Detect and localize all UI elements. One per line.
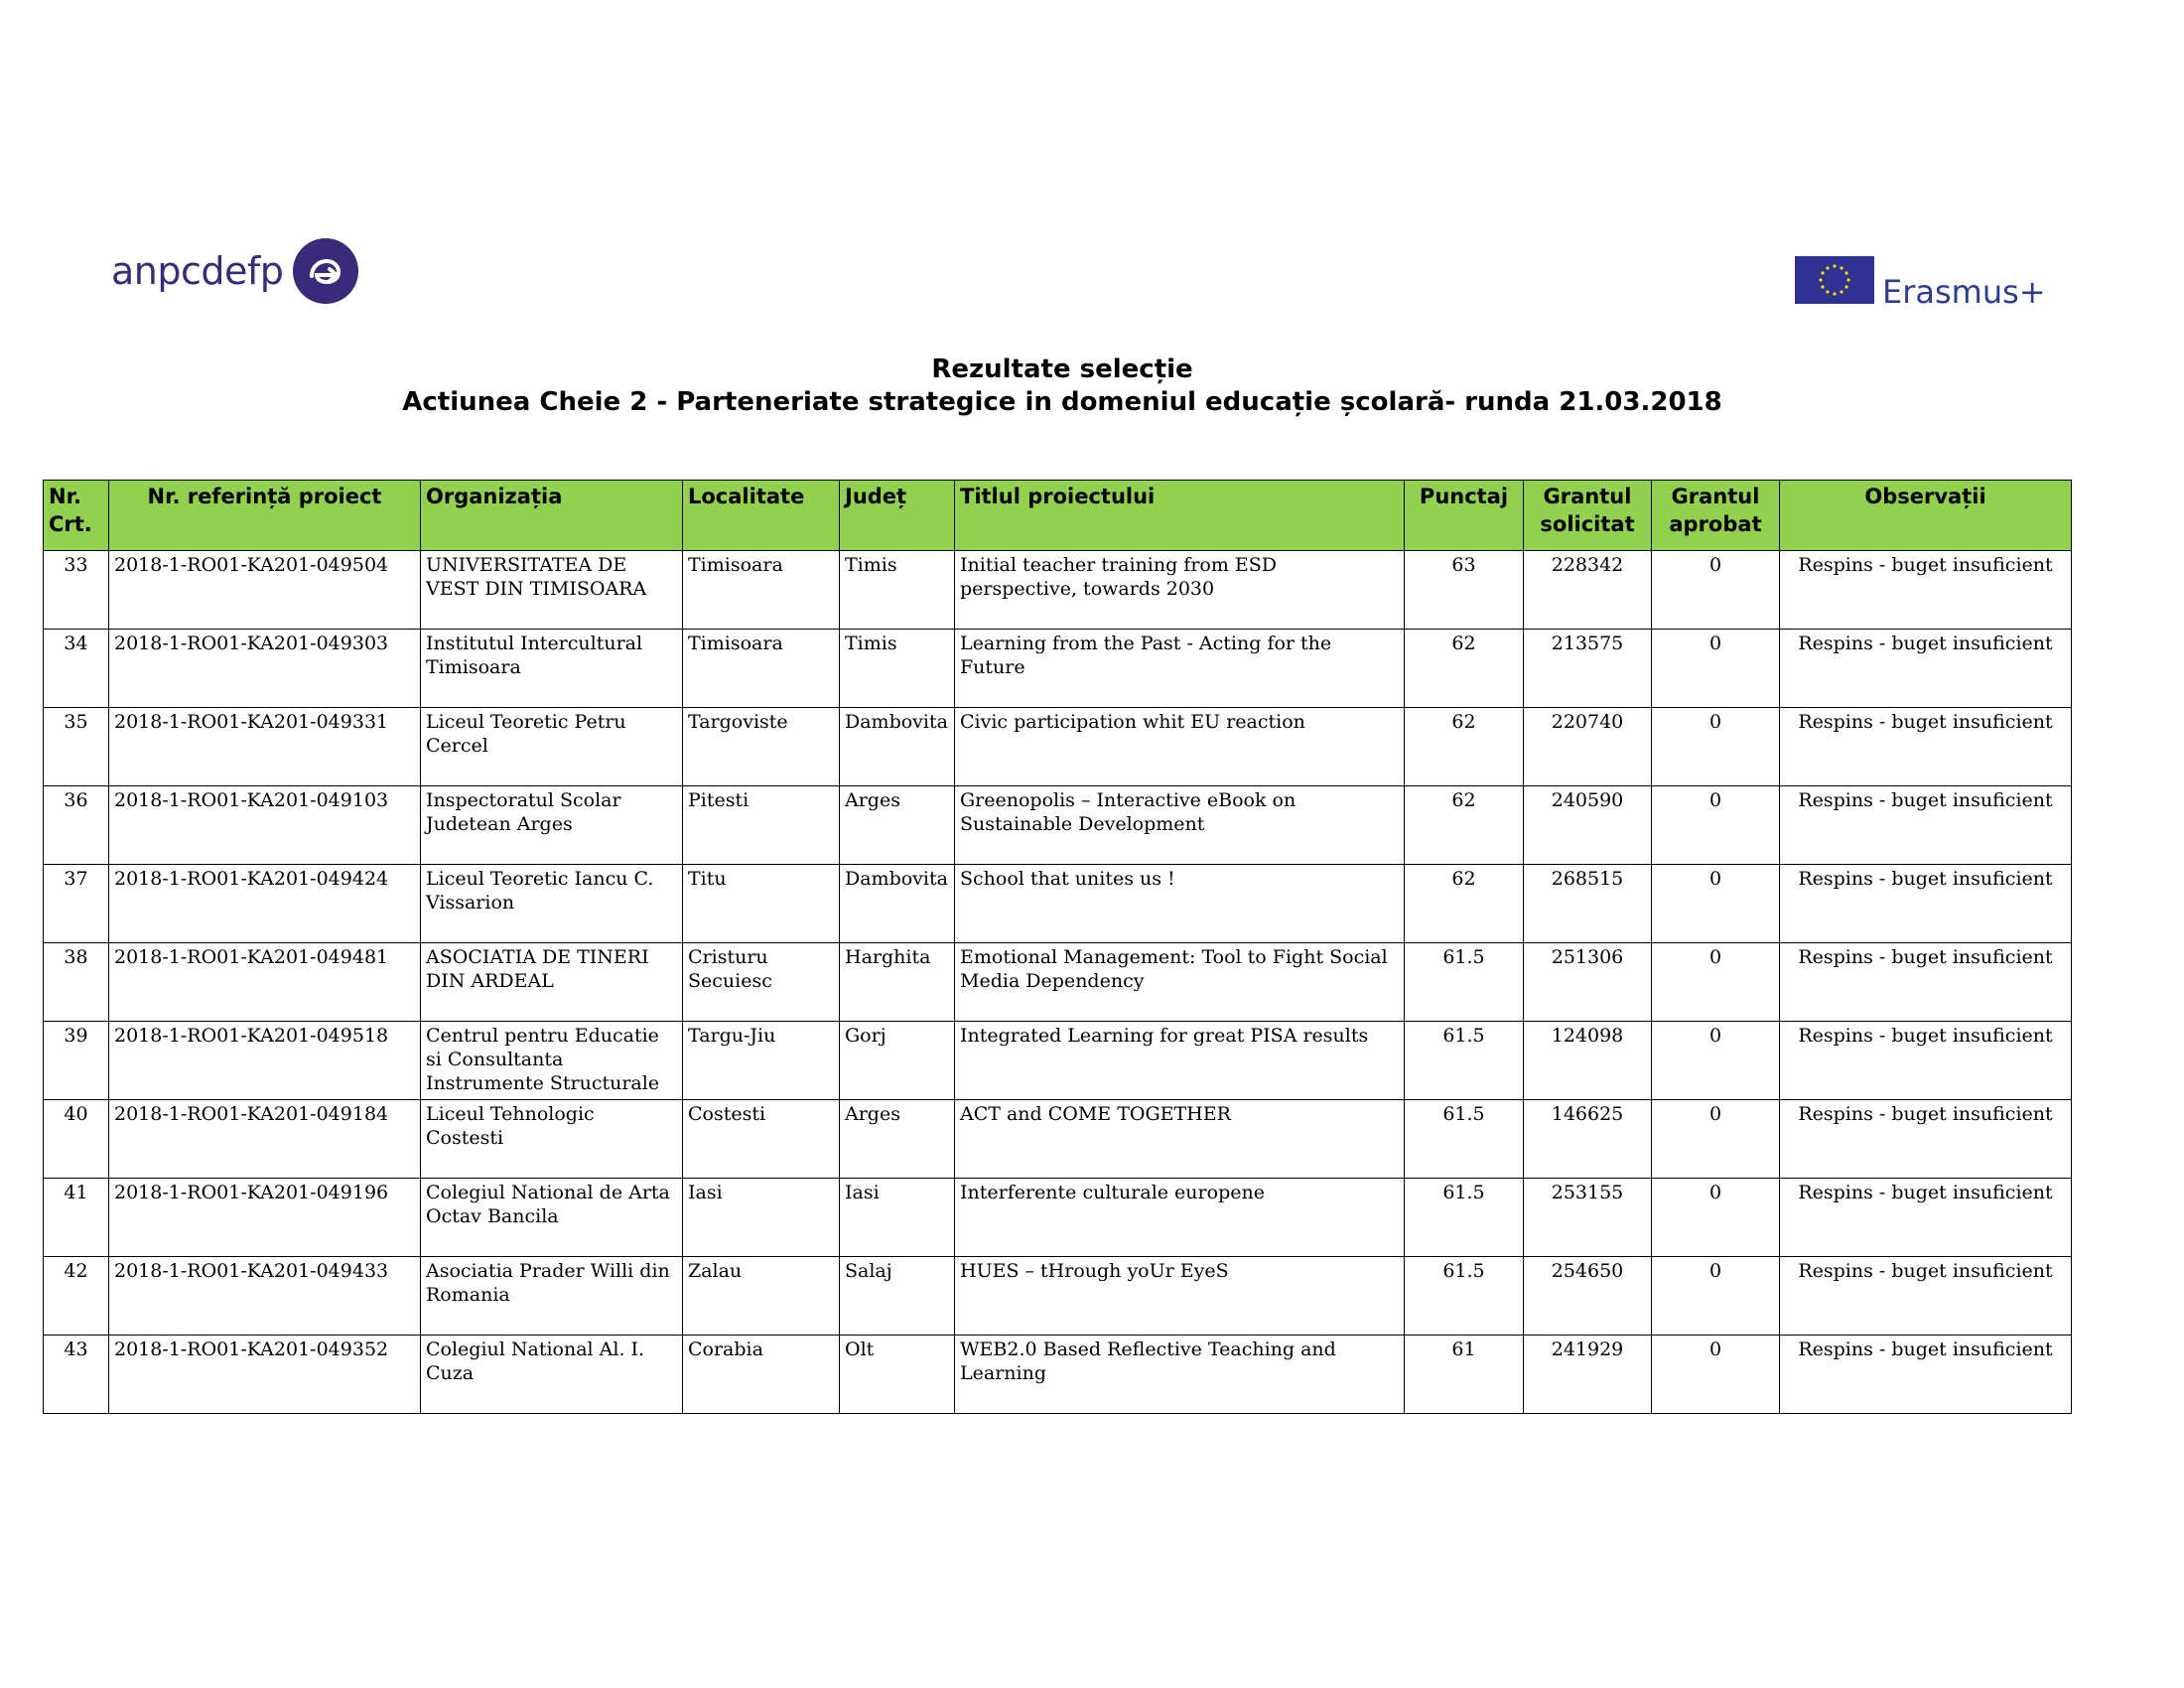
cell-ref: 2018-1-RO01-KA201-049303	[109, 630, 421, 708]
header-titlu: Titlul proiectului	[955, 481, 1405, 551]
cell-jud: Iasi	[840, 1179, 955, 1257]
cell-titlu: Initial teacher training from ESD perspective, towards 2030	[955, 551, 1405, 630]
header-jud: Județ	[840, 481, 955, 551]
header-solicitat: Grantul solicitat	[1524, 481, 1652, 551]
cell-punctaj: 62	[1405, 865, 1524, 943]
header-ref: Nr. referință proiect	[109, 481, 421, 551]
cell-ref: 2018-1-RO01-KA201-049504	[109, 551, 421, 630]
cell-aprobat: 0	[1652, 1336, 1780, 1414]
cell-punctaj: 63	[1405, 551, 1524, 630]
cell-solicitat: 220740	[1524, 708, 1652, 786]
cell-solicitat: 240590	[1524, 786, 1652, 865]
cell-solicitat: 124098	[1524, 1022, 1652, 1100]
cell-jud: Timis	[840, 551, 955, 630]
cell-punctaj: 61.5	[1405, 1179, 1524, 1257]
cell-loc: Pitesti	[683, 786, 840, 865]
cell-solicitat: 253155	[1524, 1179, 1652, 1257]
cell-aprobat: 0	[1652, 865, 1780, 943]
cell-punctaj: 62	[1405, 708, 1524, 786]
cell-aprobat: 0	[1652, 1022, 1780, 1100]
cell-solicitat: 213575	[1524, 630, 1652, 708]
header-obs: Observații	[1780, 481, 2072, 551]
table-row	[44, 1179, 2072, 1257]
cell-titlu: Learning from the Past - Acting for the Future	[955, 630, 1405, 708]
cell-jud: Olt	[840, 1336, 955, 1414]
cell-org: Liceul Teoretic Iancu C. Vissarion	[421, 865, 683, 943]
cell-ref: 2018-1-RO01-KA201-049518	[109, 1022, 421, 1100]
cell-titlu: ACT and COME TOGETHER	[955, 1100, 1405, 1179]
cell-punctaj: 61.5	[1405, 1022, 1524, 1100]
cell-solicitat: 251306	[1524, 943, 1652, 1022]
cell-org: Asociatia Prader Willi din Romania	[421, 1257, 683, 1336]
cell-org: Centrul pentru Educatie si Consultanta Instrumente Structurale	[421, 1022, 683, 1100]
cell-org: Colegiul National Al. I. Cuza	[421, 1336, 683, 1414]
cell-nr: 43	[44, 1336, 109, 1414]
cell-loc: Titu	[683, 865, 840, 943]
cell-titlu: Integrated Learning for great PISA results	[955, 1022, 1405, 1100]
cell-punctaj: 62	[1405, 786, 1524, 865]
cell-ref: 2018-1-RO01-KA201-049331	[109, 708, 421, 786]
cell-punctaj: 61.5	[1405, 943, 1524, 1022]
results-table	[43, 480, 2072, 1414]
table-row	[44, 1022, 2072, 1100]
cell-jud: Harghita	[840, 943, 955, 1022]
cell-obs: Respins - buget insuficient	[1780, 1257, 2072, 1336]
cell-nr: 35	[44, 708, 109, 786]
cell-ref: 2018-1-RO01-KA201-049424	[109, 865, 421, 943]
cell-titlu: Civic participation whit EU reaction	[955, 708, 1405, 786]
cell-ref: 2018-1-RO01-KA201-049184	[109, 1100, 421, 1179]
anpcdefp-logo	[111, 238, 358, 304]
cell-obs: Respins - buget insuficient	[1780, 1100, 2072, 1179]
cell-jud: Dambovita	[840, 865, 955, 943]
cell-jud: Arges	[840, 1100, 955, 1179]
cell-jud: Dambovita	[840, 708, 955, 786]
cell-nr: 41	[44, 1179, 109, 1257]
cell-solicitat: 241929	[1524, 1336, 1652, 1414]
cell-nr: 36	[44, 786, 109, 865]
cell-loc: Timisoara	[683, 551, 840, 630]
cell-punctaj: 61.5	[1405, 1257, 1524, 1336]
cell-loc: Cristuru Secuiesc	[683, 943, 840, 1022]
eu-flag-icon	[1795, 256, 1874, 304]
cell-jud: Gorj	[840, 1022, 955, 1100]
cell-nr: 34	[44, 630, 109, 708]
cell-org: Colegiul National de Arta Octav Bancila	[421, 1179, 683, 1257]
cell-solicitat: 228342	[1524, 551, 1652, 630]
cell-loc: Timisoara	[683, 630, 840, 708]
cell-aprobat: 0	[1652, 708, 1780, 786]
cell-jud: Salaj	[840, 1257, 955, 1336]
cell-loc: Targu-Jiu	[683, 1022, 840, 1100]
table-row	[44, 786, 2072, 865]
cell-punctaj: 61.5	[1405, 1100, 1524, 1179]
cell-org: UNIVERSITATEA DE VEST DIN TIMISOARA	[421, 551, 683, 630]
cell-nr: 37	[44, 865, 109, 943]
table-row	[44, 551, 2072, 630]
erasmus-logo-text: Erasmus+	[1882, 273, 2046, 311]
header-loc: Localitate	[683, 481, 840, 551]
cell-loc: Zalau	[683, 1257, 840, 1336]
cell-punctaj: 61	[1405, 1336, 1524, 1414]
cell-jud: Arges	[840, 786, 955, 865]
table-row	[44, 943, 2072, 1022]
cell-ref: 2018-1-RO01-KA201-049481	[109, 943, 421, 1022]
table-row	[44, 1257, 2072, 1336]
cell-loc: Targoviste	[683, 708, 840, 786]
cell-nr: 38	[44, 943, 109, 1022]
cell-nr: 39	[44, 1022, 109, 1100]
cell-loc: Iasi	[683, 1179, 840, 1257]
anpcdefp-logo-icon	[293, 238, 358, 304]
cell-ref: 2018-1-RO01-KA201-049103	[109, 786, 421, 865]
cell-aprobat: 0	[1652, 1257, 1780, 1336]
anpcdefp-logo-text: anpcdefp	[111, 249, 284, 293]
cell-org: Liceul Tehnologic Costesti	[421, 1100, 683, 1179]
cell-obs: Respins - buget insuficient	[1780, 865, 2072, 943]
erasmus-logo	[1795, 256, 2046, 311]
cell-loc: Corabia	[683, 1336, 840, 1414]
table-row	[44, 865, 2072, 943]
cell-org: Inspectoratul Scolar Judetean Arges	[421, 786, 683, 865]
cell-org: Liceul Teoretic Petru Cercel	[421, 708, 683, 786]
cell-aprobat: 0	[1652, 1100, 1780, 1179]
header-punctaj: Punctaj	[1405, 481, 1524, 551]
cell-nr: 42	[44, 1257, 109, 1336]
cell-obs: Respins - buget insuficient	[1780, 708, 2072, 786]
cell-obs: Respins - buget insuficient	[1780, 1022, 2072, 1100]
cell-loc: Costesti	[683, 1100, 840, 1179]
cell-aprobat: 0	[1652, 786, 1780, 865]
header-nr: Nr. Crt.	[44, 481, 109, 551]
cell-titlu: Greenopolis – Interactive eBook on Sustainable Development	[955, 786, 1405, 865]
cell-titlu: Emotional Management: Tool to Fight Social Media Dependency	[955, 943, 1405, 1022]
cell-aprobat: 0	[1652, 943, 1780, 1022]
cell-obs: Respins - buget insuficient	[1780, 1179, 2072, 1257]
cell-aprobat: 0	[1652, 1179, 1780, 1257]
cell-org: Institutul Intercultural Timisoara	[421, 630, 683, 708]
cell-solicitat: 146625	[1524, 1100, 1652, 1179]
header-aprobat: Grantul aprobat	[1652, 481, 1780, 551]
cell-org: ASOCIATIA DE TINERI DIN ARDEAL	[421, 943, 683, 1022]
cell-nr: 33	[44, 551, 109, 630]
cell-obs: Respins - buget insuficient	[1780, 630, 2072, 708]
page-title: Rezultate selecție	[931, 354, 1193, 384]
cell-solicitat: 268515	[1524, 865, 1652, 943]
table-row	[44, 1100, 2072, 1179]
page-subtitle: Actiunea Cheie 2 - Parteneriate strategice in domeniul educație școlară- runda 21.03.2018	[402, 387, 1722, 417]
header-org: Organizația	[421, 481, 683, 551]
table-row	[44, 630, 2072, 708]
cell-titlu: School that unites us !	[955, 865, 1405, 943]
cell-obs: Respins - buget insuficient	[1780, 551, 2072, 630]
cell-obs: Respins - buget insuficient	[1780, 1336, 2072, 1414]
table-row	[44, 708, 2072, 786]
cell-punctaj: 62	[1405, 630, 1524, 708]
cell-jud: Timis	[840, 630, 955, 708]
cell-nr: 40	[44, 1100, 109, 1179]
cell-titlu: WEB2.0 Based Reflective Teaching and Learning	[955, 1336, 1405, 1414]
cell-ref: 2018-1-RO01-KA201-049196	[109, 1179, 421, 1257]
cell-aprobat: 0	[1652, 551, 1780, 630]
cell-solicitat: 254650	[1524, 1257, 1652, 1336]
cell-aprobat: 0	[1652, 630, 1780, 708]
cell-obs: Respins - buget insuficient	[1780, 786, 2072, 865]
cell-obs: Respins - buget insuficient	[1780, 943, 2072, 1022]
table-header-row	[44, 481, 2072, 551]
table-row	[44, 1336, 2072, 1414]
cell-ref: 2018-1-RO01-KA201-049352	[109, 1336, 421, 1414]
cell-titlu: HUES – tHrough yoUr EyeS	[955, 1257, 1405, 1336]
cell-titlu: Interferente culturale europene	[955, 1179, 1405, 1257]
cell-ref: 2018-1-RO01-KA201-049433	[109, 1257, 421, 1336]
